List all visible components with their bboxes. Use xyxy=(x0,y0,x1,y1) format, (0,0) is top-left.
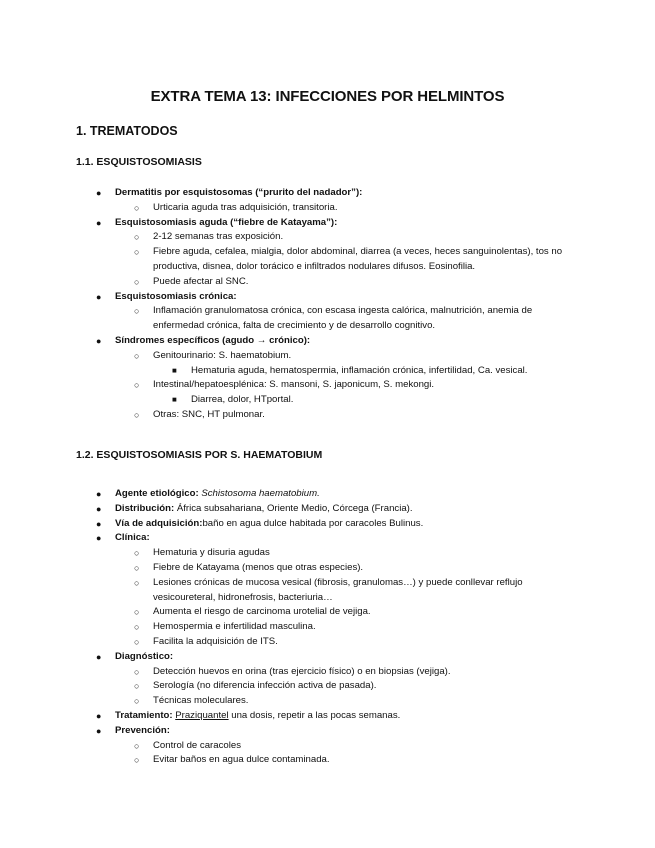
circle-bullet-icon: ○ xyxy=(134,380,140,391)
item-text: Hemospermia e infertilidad masculina. xyxy=(153,621,316,633)
list-item xyxy=(0,364,655,379)
item-text: Genitourinario: S. haematobium. xyxy=(153,349,292,361)
list-item xyxy=(0,620,655,635)
circle-bullet-icon: ○ xyxy=(134,247,140,258)
list-item xyxy=(0,304,655,334)
list-item xyxy=(0,230,655,245)
section-heading-trematodos: 1. TREMATODOS xyxy=(76,124,178,138)
circle-bullet-icon: ○ xyxy=(134,666,140,677)
list-item xyxy=(0,408,655,423)
item-label: Clínica: xyxy=(115,532,150,544)
item-text: Hematuria y disuria agudas xyxy=(153,547,270,559)
list-item xyxy=(0,546,655,561)
item-text: una dosis, repetir a las pocas semanas. xyxy=(228,709,401,721)
item-text: baño en agua dulce habitada por caracoles Bulinus. xyxy=(202,517,424,529)
item-text: Aumenta el riesgo de carcinoma urotelial de vejiga. xyxy=(153,606,371,618)
list-esquistosomiasis xyxy=(0,186,655,423)
item-text: Evitar baños en agua dulce contaminada. xyxy=(153,754,330,766)
circle-bullet-icon: ○ xyxy=(134,681,140,692)
list-item xyxy=(0,576,655,606)
item-text: Inflamación granulomatosa crónica, con escasa ingesta calórica, malnutrición, anemia de enfermedad crónica, falta de crecimiento y de desarrollo cognitivo. xyxy=(153,305,533,332)
item-label: Distribución: xyxy=(115,502,175,514)
bullet-icon: ● xyxy=(96,335,102,346)
item-label: Esquistosomiasis aguda (“fiebre de Katayama”): xyxy=(115,216,338,228)
bullet-icon: ● xyxy=(96,725,102,736)
item-label: Síndromes específicos (agudo → crónico): xyxy=(115,334,311,346)
circle-bullet-icon: ○ xyxy=(134,755,140,766)
bullet-icon: ● xyxy=(96,533,102,544)
circle-bullet-icon: ○ xyxy=(134,636,140,647)
circle-bullet-icon: ○ xyxy=(134,232,140,243)
item-text: Schistosoma haematobium. xyxy=(201,488,320,499)
circle-bullet-icon: ○ xyxy=(134,276,140,287)
list-item xyxy=(0,275,655,290)
circle-bullet-icon: ○ xyxy=(134,696,140,707)
circle-bullet-icon: ○ xyxy=(134,409,140,420)
bullet-icon: ● xyxy=(96,188,102,198)
item-label: Agente etiológico: xyxy=(115,488,199,499)
list-item xyxy=(0,378,655,393)
square-bullet-icon: ■ xyxy=(172,395,177,405)
list-item xyxy=(0,393,655,408)
circle-bullet-icon: ○ xyxy=(134,202,140,213)
list-item xyxy=(0,216,655,231)
list-item xyxy=(0,605,655,620)
list-haematobium xyxy=(0,487,655,768)
item-text: Control de caracoles xyxy=(153,739,241,751)
circle-bullet-icon: ○ xyxy=(134,622,140,633)
circle-bullet-icon: ○ xyxy=(134,607,140,618)
item-label: Dermatitis por esquistosomas (“prurito del nadador”): xyxy=(115,187,363,198)
subsection-heading-haematobium: 1.2. ESQUISTOSOMIASIS POR S. HAEMATOBIUM xyxy=(76,449,323,461)
item-text: Intestinal/hepatoesplénica: S. mansoni, S. japonicum, S. mekongi. xyxy=(153,379,435,391)
circle-bullet-icon: ○ xyxy=(134,562,140,573)
list-item xyxy=(0,531,655,546)
item-label: Diagnóstico: xyxy=(115,650,174,662)
item-text: Técnicas moleculares. xyxy=(153,695,249,707)
bullet-icon: ● xyxy=(96,710,102,721)
bullet-icon: ● xyxy=(96,503,102,514)
bullet-icon: ● xyxy=(96,217,102,228)
item-text: Serología (no diferencia infección activa de pasada). xyxy=(153,680,377,692)
item-text: Otras: SNC, HT pulmonar. xyxy=(153,408,265,420)
list-item xyxy=(0,201,655,216)
list-item xyxy=(0,290,655,305)
list-item xyxy=(0,517,655,532)
item-text: Puede afectar al SNC. xyxy=(153,275,249,287)
list-item xyxy=(0,739,655,754)
circle-bullet-icon: ○ xyxy=(134,740,140,751)
bullet-icon: ● xyxy=(96,291,102,302)
item-text: Fiebre aguda, cefalea, mialgia, dolor abdominal, diarrea (a veces, heces sanguinolentas), tos no productiva, disnea, dolor torácico e infiltrados nodulares difusos. Eosinofilia. xyxy=(153,246,563,272)
list-item xyxy=(0,561,655,576)
list-item xyxy=(0,334,655,349)
item-text: África subsahariana, Oriente Medio, Córcega (Francia). xyxy=(176,502,413,514)
item-text: Hematuria aguda, hematospermia, inflamación crónica, infertilidad, Ca. vesical. xyxy=(191,364,528,376)
circle-bullet-icon: ○ xyxy=(134,350,140,361)
bullet-icon: ● xyxy=(96,489,102,499)
document-title: EXTRA TEMA 13: INFECCIONES POR HELMINTOS xyxy=(150,88,505,105)
item-text: Lesiones crónicas de mucosa vesical (fibrosis, granulomas…) y puede conllevar reflujo vesicoureteral, hidronefrosis, bacteriuria… xyxy=(153,576,523,603)
drug-link[interactable]: Praziquantel xyxy=(175,709,229,721)
bullet-icon: ● xyxy=(96,518,102,529)
circle-bullet-icon: ○ xyxy=(134,577,140,588)
square-bullet-icon: ■ xyxy=(172,365,177,375)
list-item xyxy=(0,709,655,724)
list-item xyxy=(0,349,655,364)
item-text: Facilita la adquisición de ITS. xyxy=(153,635,278,647)
item-text: 2-12 semanas tras exposición. xyxy=(153,231,284,243)
list-item xyxy=(0,694,655,709)
item-label: Tratamiento: xyxy=(115,709,173,721)
list-item xyxy=(0,502,655,517)
list-item xyxy=(0,186,655,201)
circle-bullet-icon: ○ xyxy=(134,306,140,317)
item-label: Esquistosomiasis crónica: xyxy=(115,290,237,302)
list-item xyxy=(0,665,655,680)
item-text: Detección huevos en orina (tras ejercicio físico) o en biopsias (vejiga). xyxy=(153,665,451,677)
item-label: Prevención: xyxy=(115,724,170,736)
list-item xyxy=(0,635,655,650)
list-item xyxy=(0,753,655,768)
item-text: Diarrea, dolor, HTportal. xyxy=(191,394,294,406)
circle-bullet-icon: ○ xyxy=(134,548,140,559)
bullet-icon: ● xyxy=(96,651,102,662)
subsection-heading-esquistosomiasis: 1.1. ESQUISTOSOMIASIS xyxy=(76,156,202,168)
item-label: Vía de adquisición: xyxy=(115,517,203,529)
list-item xyxy=(0,487,655,502)
list-item xyxy=(0,245,655,275)
item-text: Urticaria aguda tras adquisición, transitoria. xyxy=(153,201,338,213)
list-item xyxy=(0,679,655,694)
list-item xyxy=(0,650,655,665)
item-text: Fiebre de Katayama (menos que otras especies). xyxy=(153,561,364,573)
list-item xyxy=(0,724,655,739)
